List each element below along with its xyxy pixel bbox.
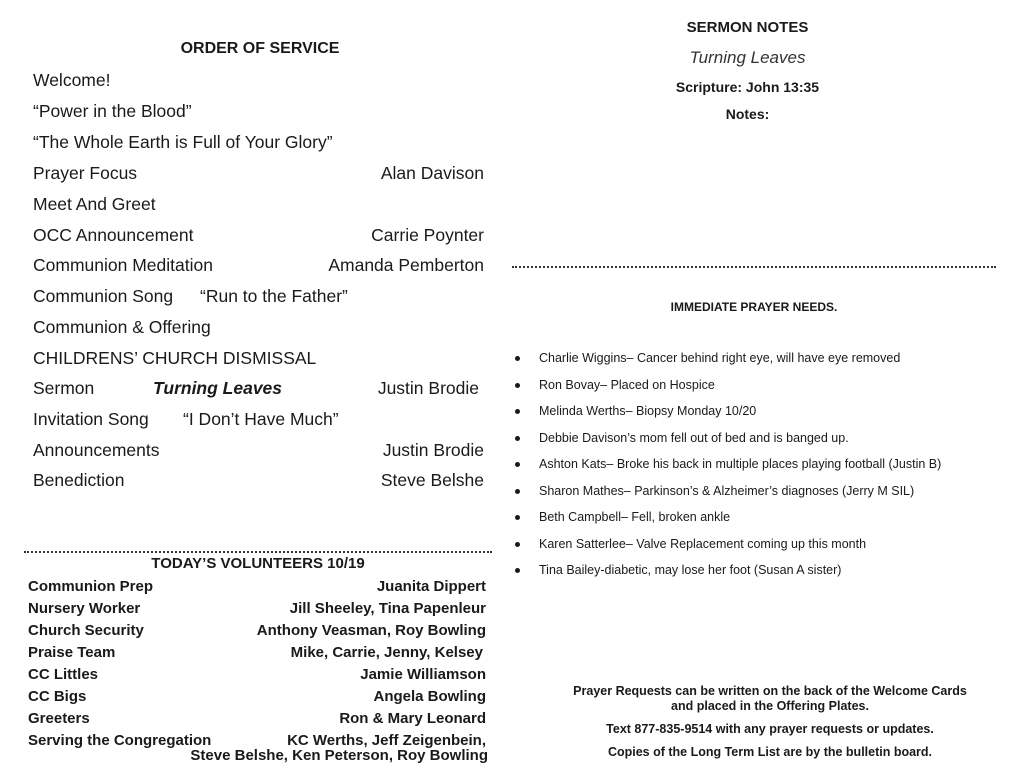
volunteer-names: Angela Bowling xyxy=(373,688,486,705)
sermon-notes-subtitle: Turning Leaves xyxy=(689,48,806,67)
volunteer-names: Jamie Williamson xyxy=(360,666,486,683)
list-item xyxy=(512,454,1002,481)
oos-label: Benediction xyxy=(33,470,125,490)
oos-item-prayer-focus xyxy=(33,163,484,189)
prayer-need-text: Ashton Kats– Broke his back in multiple places playing football (Justin B) xyxy=(539,457,942,471)
oos-label: OCC Announcement xyxy=(33,225,194,245)
oos-item-announcements xyxy=(33,440,484,466)
sermon-notes-label: Notes: xyxy=(725,106,770,122)
oos-item-communion-meditation xyxy=(33,255,484,281)
volunteer-names: Anthony Veasman, Roy Bowling xyxy=(256,622,486,639)
oos-label: Meet And Greet xyxy=(33,194,156,214)
oos-item-song1 xyxy=(33,101,484,127)
volunteer-role: CC Littles xyxy=(28,666,99,683)
oos-item-communion-song xyxy=(33,286,484,312)
volunteer-names: Mike, Carrie, Jenny, Kelsey xyxy=(290,644,483,661)
oos-item-occ xyxy=(33,225,484,251)
oos-person: Justin Brodie xyxy=(377,378,479,398)
prayer-need-text: Debbie Davison’s mom fell out of bed and is banged up. xyxy=(539,430,849,445)
sermon-notes-title: SERMON NOTES xyxy=(686,19,809,36)
list-item xyxy=(512,348,1002,375)
list-item xyxy=(512,375,1002,402)
oos-item-meet-greet xyxy=(33,194,484,220)
list-item xyxy=(512,428,1002,455)
oos-item-song2 xyxy=(33,132,484,158)
volunteer-names: Ron & Mary Leonard xyxy=(339,710,486,727)
volunteer-row xyxy=(28,666,486,688)
bullet-icon xyxy=(515,356,520,361)
oos-label: Communion Song xyxy=(33,286,174,306)
bullet-icon xyxy=(515,383,520,388)
prayer-need-text: Karen Satterlee– Valve Replacement coming up this month xyxy=(539,536,867,551)
oos-sermon-title: Turning Leaves xyxy=(153,378,283,398)
volunteer-names: Jill Sheeley, Tina Papenleur xyxy=(289,600,486,617)
volunteer-names: Juanita Dippert xyxy=(376,578,486,595)
oos-item-sermon xyxy=(33,378,484,404)
footer-text-number: Text 877-835-9514 with any prayer requests or updates. xyxy=(606,722,934,736)
footer-line: Prayer Requests can be written on the back of the Welcome Cards xyxy=(573,684,967,698)
prayer-need-text: Ron Bovay– Placed on Hospice xyxy=(539,377,715,392)
prayer-need-text: Sharon Mathes– Parkinson’s & Alzheimer’s diagnoses (Jerry M SIL) xyxy=(539,483,915,498)
bullet-icon xyxy=(515,409,520,414)
volunteer-row xyxy=(28,622,486,644)
oos-person: Steve Belshe xyxy=(380,470,484,490)
prayer-need-text: Melinda Werths– Biopsy Monday 10/20 xyxy=(539,404,757,418)
volunteer-names-cont: Steve Belshe, Ken Peterson, Roy Bowling xyxy=(190,747,488,764)
footer-long-term-list: Copies of the Long Term List are by the bulletin board. xyxy=(607,745,933,759)
list-item xyxy=(512,534,1002,561)
oos-label: Sermon xyxy=(33,378,95,398)
volunteer-role: Communion Prep xyxy=(28,578,154,595)
list-item xyxy=(512,507,1002,534)
volunteer-role: Nursery Worker xyxy=(28,600,141,617)
prayer-needs-title: IMMEDIATE PRAYER NEEDS. xyxy=(670,300,838,314)
list-item xyxy=(512,481,1002,508)
sermon-scripture: Scripture: John 13:35 xyxy=(675,79,820,95)
oos-person: Justin Brodie xyxy=(382,440,484,460)
prayer-need-text: Charlie Wiggins– Cancer behind right eye, will have eye removed xyxy=(539,351,901,365)
divider-right xyxy=(512,266,996,268)
bullet-icon xyxy=(515,436,520,441)
oos-item-childrens-church xyxy=(33,348,484,374)
bullet-icon xyxy=(515,462,520,467)
volunteer-row xyxy=(28,688,486,710)
divider-left xyxy=(24,551,492,553)
prayer-need-text: Beth Campbell– Fell, broken ankle xyxy=(539,510,731,524)
bullet-icon xyxy=(515,568,520,573)
oos-label: “The Whole Earth is Full of Your Glory” xyxy=(33,132,333,152)
bullet-icon xyxy=(515,542,520,547)
oos-item-communion-offering xyxy=(33,317,484,343)
bullet-icon xyxy=(515,515,520,520)
volunteer-names: KC Werths, Jeff Zeigenbein, xyxy=(287,732,486,749)
oos-person: Amanda Pemberton xyxy=(328,255,484,275)
list-item xyxy=(512,560,1002,587)
volunteer-row xyxy=(28,600,486,622)
oos-item-benediction xyxy=(33,470,484,496)
volunteer-role: Praise Team xyxy=(28,644,116,661)
oos-label: Invitation Song xyxy=(33,409,149,429)
volunteer-role: CC Bigs xyxy=(28,688,87,705)
volunteer-row xyxy=(28,644,486,666)
volunteer-row xyxy=(28,732,486,768)
order-of-service-title: ORDER OF SERVICE xyxy=(180,40,340,57)
oos-label: Communion & Offering xyxy=(33,317,211,337)
footer-line: and placed in the Offering Plates. xyxy=(671,699,869,713)
oos-label: CHILDRENS’ CHURCH DISMISSAL xyxy=(33,348,317,368)
oos-person: Alan Davison xyxy=(380,163,484,183)
oos-song-title: “Run to the Father” xyxy=(200,286,348,306)
oos-label: Welcome! xyxy=(33,70,111,90)
list-item xyxy=(512,401,1002,428)
oos-label: Communion Meditation xyxy=(33,255,213,275)
footer-prayer-requests xyxy=(560,684,980,714)
bullet-icon xyxy=(515,489,520,494)
oos-person: Carrie Poynter xyxy=(371,225,484,245)
volunteer-role: Church Security xyxy=(28,622,144,639)
prayer-needs-list xyxy=(512,348,1002,587)
volunteer-row xyxy=(28,710,486,732)
prayer-need-text: Tina Bailey-diabetic, may lose her foot (Susan A sister) xyxy=(539,563,842,577)
oos-song-title: “I Don’t Have Much” xyxy=(183,409,339,429)
oos-item-welcome xyxy=(33,70,484,96)
oos-label: Prayer Focus xyxy=(33,163,138,183)
oos-label: Announcements xyxy=(33,440,160,460)
oos-item-invitation-song xyxy=(33,409,484,435)
oos-label: “Power in the Blood” xyxy=(33,101,192,121)
volunteer-row xyxy=(28,578,486,600)
volunteer-role: Greeters xyxy=(28,710,90,727)
volunteer-role: Serving the Congregation xyxy=(28,732,212,749)
volunteers-title: TODAY’S VOLUNTEERS 10/19 xyxy=(151,555,365,572)
